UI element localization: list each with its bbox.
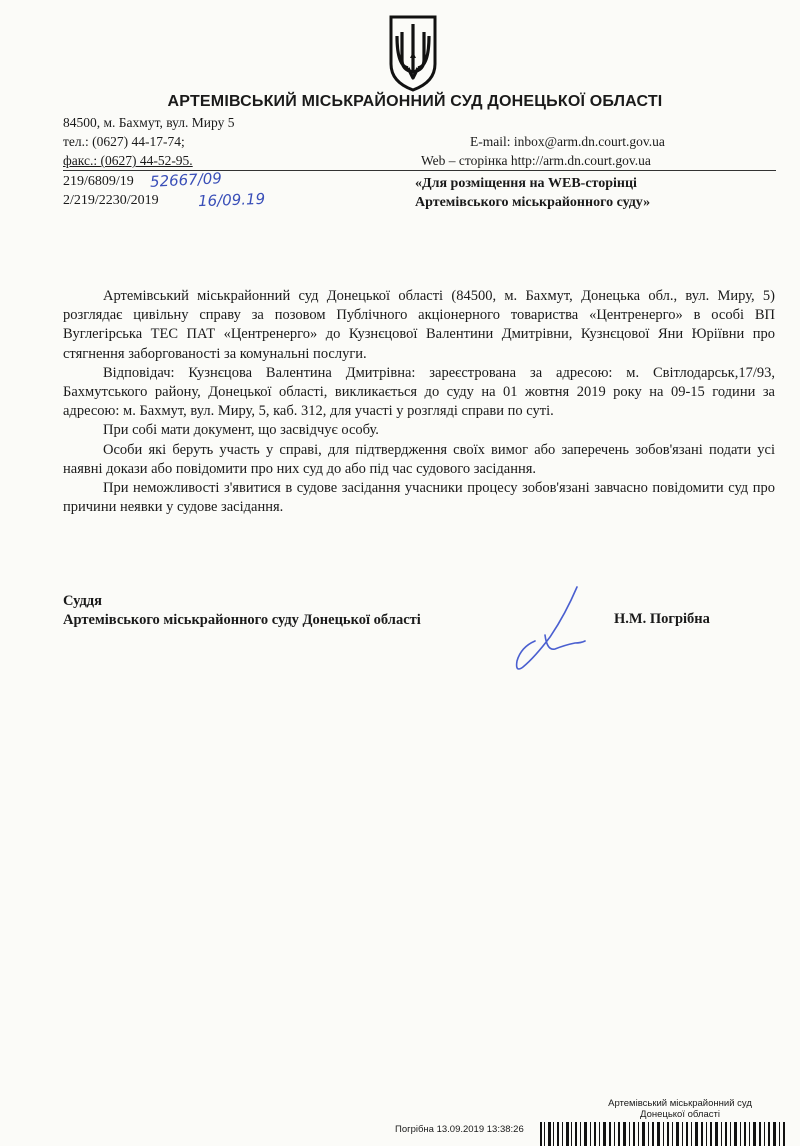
coat-of-arms-icon bbox=[388, 14, 438, 92]
registration-stamp: Погрібна 13.09.2019 13:38:26 bbox=[395, 1124, 524, 1135]
barcode bbox=[540, 1122, 790, 1146]
judge-court: Артемівського міськрайонного суду Донецької області bbox=[63, 612, 421, 628]
case-number: 219/6809/19 bbox=[63, 174, 134, 189]
stamp-court-name: Артемівський міськрайонний суд bbox=[608, 1098, 752, 1109]
court-address: 84500, м. Бахмут, вул. Миру 5 bbox=[63, 115, 235, 130]
handwritten-signature bbox=[505, 585, 595, 680]
judge-name: Н.М. Погрібна bbox=[614, 611, 710, 627]
court-title: АРТЕМІВСЬКИЙ МІСЬКРАЙОННИЙ СУД ДОНЕЦЬКОЇ ОБЛАСТІ bbox=[167, 93, 663, 110]
notice-body bbox=[63, 287, 775, 517]
paragraph-case-description: Артемівський міськрайонний суд Донецької області (84500, м. Бахмут, Донецька обл., вул. Миру, 5) розглядає цивільну справу за позовом Публічного акціонерного товариства «Центренерго» в особі ВП Вуглегірська ТЕС ПАТ «Центренерго» до Кузнєцової Валентини Дмитрівни, Кузнєцової Яни Юріївни про стягнення заборгованості за комунальні послуги. bbox=[63, 288, 775, 362]
handwritten-registration-number: 52667/09 bbox=[149, 169, 223, 191]
stamp-court-region: Донецької області bbox=[640, 1109, 720, 1120]
recipient-line-2: Артемівського міськрайонного суду» bbox=[415, 195, 651, 210]
paragraph-bring-id: При собі мати документ, що засвідчує особу. bbox=[103, 422, 379, 439]
court-website: Web – сторінка http://arm.dn.court.gov.ua bbox=[421, 153, 651, 168]
court-stamp bbox=[560, 1098, 800, 1120]
handwritten-date: 16/09.19 bbox=[197, 189, 266, 211]
recipient-block bbox=[415, 174, 650, 212]
recipient-line-1: «Для розміщення на WEB-сторінці bbox=[415, 176, 637, 191]
court-phone: тел.: (0627) 44-17-74; bbox=[63, 134, 185, 149]
judge-title-block bbox=[63, 592, 421, 630]
court-email: E-mail: inbox@arm.dn.court.gov.ua bbox=[470, 134, 665, 149]
judge-title: Суддя bbox=[63, 593, 102, 609]
paragraph-absence-notice: При неможливості з'явитися в судове засідання учасники процесу зобов'язані завчасно повідомити суд про причини неявки у судове засідання. bbox=[63, 480, 775, 516]
proceeding-number: 2/219/2230/2019 bbox=[63, 193, 159, 208]
court-fax: факс.: (0627) 44-52-95. bbox=[63, 153, 193, 168]
paragraph-evidence: Особи які беруть участь у справі, для підтвердження своїх вимог або заперечень зобов'язані подати усі наявні докази або повідомити про них суд до або під час судового засідання. bbox=[63, 441, 775, 477]
paragraph-defendant-summons: Відповідач: Кузнєцова Валентина Дмитрівна: зареєстрована за адресою: м. Світлодарськ,17/93, Бахмутського району, Донецької області, викликається до суду на 01 жовтня 2019 року на 09-15 години за адресою: м. Бахмут, вул. Миру, 5, каб. 312, для участі у розгляді справи по суті. bbox=[63, 364, 775, 420]
